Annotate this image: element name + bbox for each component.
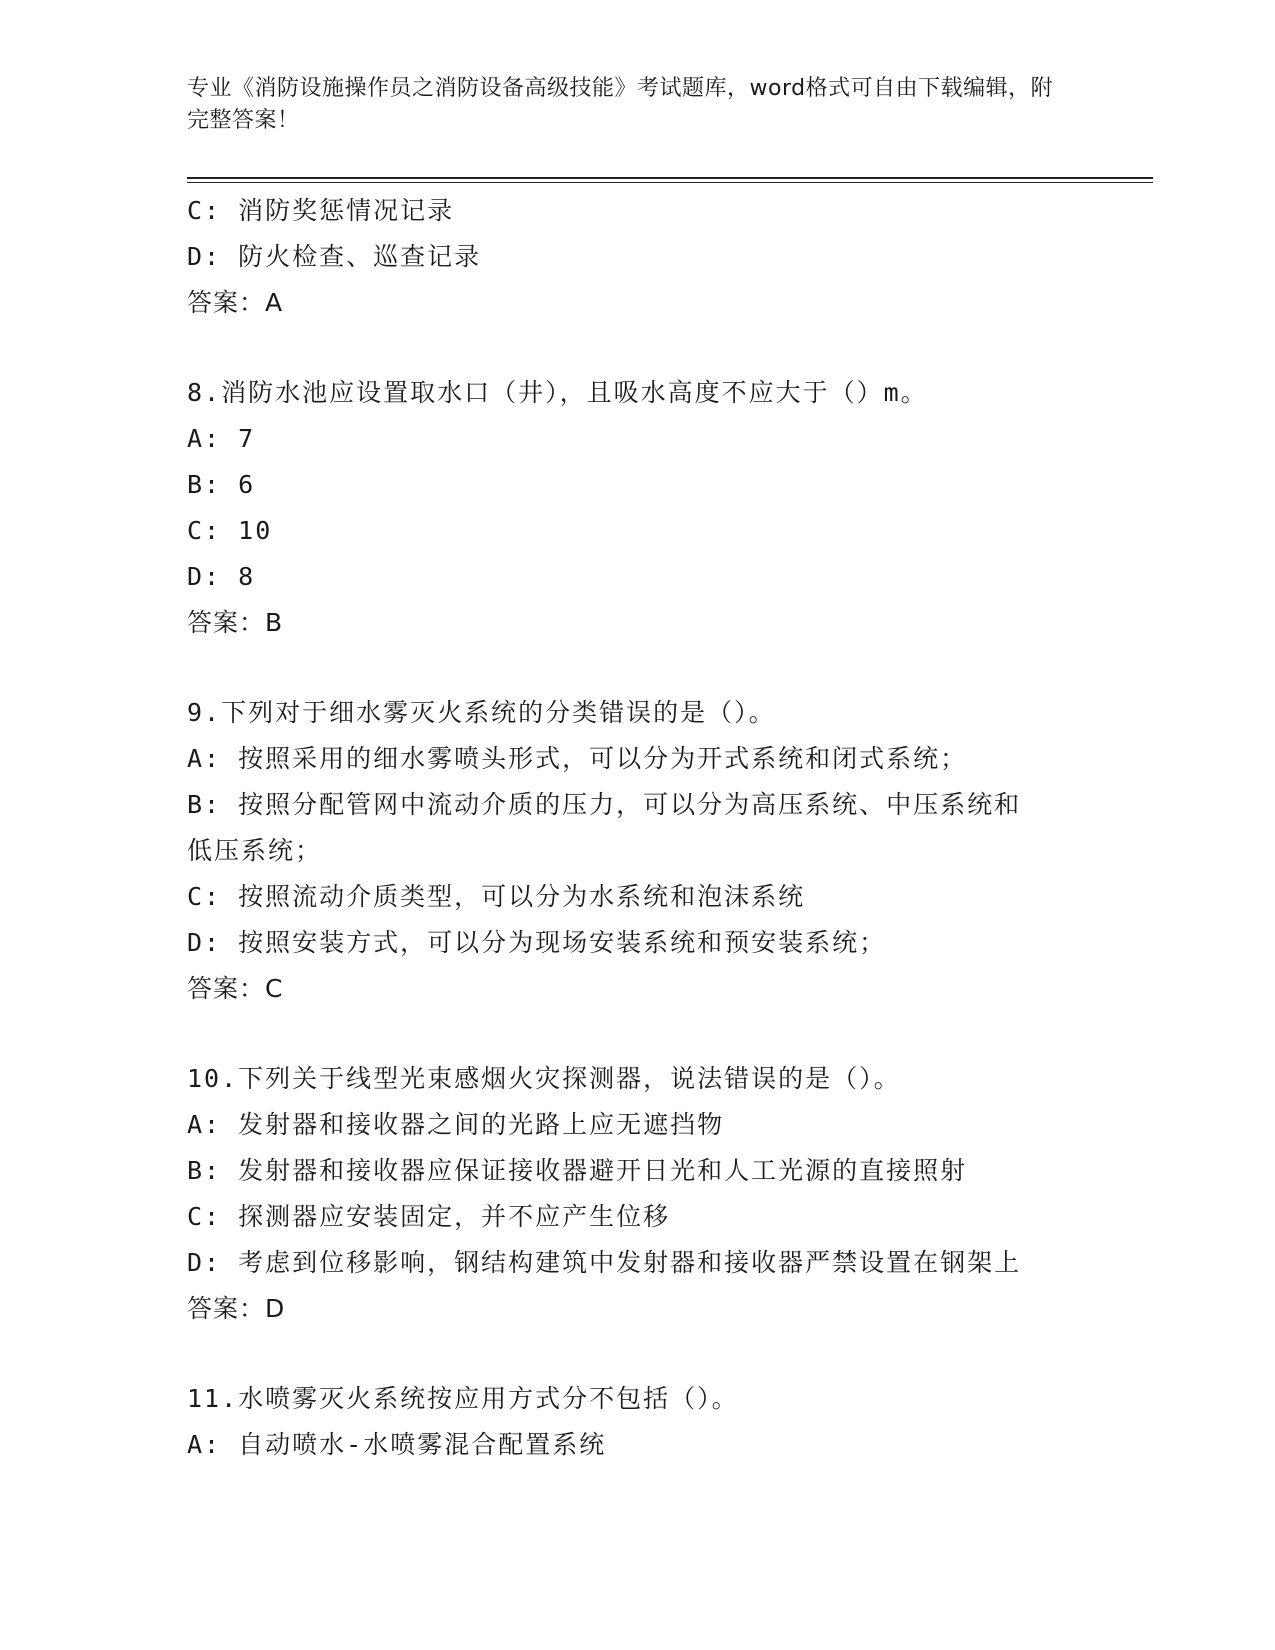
spacer [187,326,1087,370]
option-line: D: 8 [187,562,256,591]
question-9 [187,690,1087,1012]
header-divider-thick [187,177,1153,179]
answer-line: 答案：D [187,1294,286,1323]
document-header: 专业《消防设施操作员之消防设备高级技能》考试题库，word格式可自由下载编辑，附完整答案！ [187,76,1054,133]
option-line: B: 按照分配管网中流动介质的压力，可以分为高压系统、中压系统和 [187,790,1022,819]
option-line: B: 6 [187,470,256,499]
option-line: C: 10 [187,516,273,545]
option-line-continued: 低压系统； [187,836,323,865]
question-stem: 8.消防水池应设置取水口（井），且吸水高度不应大于（）m。 [187,378,928,407]
answer-line: 答案：C [187,974,284,1003]
option-line: D: 防火检查、巡查记录 [187,242,482,271]
option-line: C: 按照流动介质类型，可以分为水系统和泡沫系统 [187,882,806,911]
question-8 [187,370,1087,646]
question-stem: 11.水喷雾灭火系统按应用方式分不包括（）。 [187,1384,739,1413]
option-line: A: 7 [187,424,256,453]
answer-line: 答案：B [187,608,284,637]
question-10 [187,1056,1087,1332]
question-11 [187,1376,1087,1468]
option-line: A: 自动喷水-水喷雾混合配置系统 [187,1430,607,1459]
answer-line: 答案：A [187,288,284,317]
spacer [187,1332,1087,1376]
option-line: B: 发射器和接收器应保证接收器避开日光和人工光源的直接照射 [187,1156,968,1185]
spacer [187,646,1087,690]
option-line: C: 探测器应安装固定，并不应产生位移 [187,1202,671,1231]
header-divider-thin [187,182,1153,183]
option-line: C: 消防奖惩情况记录 [187,196,455,225]
question-stem: 9.下列对于细水雾灭火系统的分类错误的是（）。 [187,698,776,727]
option-line: D: 考虑到位移影响，钢结构建筑中发射器和接收器严禁设置在钢架上 [187,1248,1022,1277]
option-line: A: 发射器和接收器之间的光路上应无遮挡物 [187,1110,725,1139]
option-line: A: 按照采用的细水雾喷头形式，可以分为开式系统和闭式系统； [187,744,968,773]
option-line: D: 按照安装方式，可以分为现场安装系统和预安装系统； [187,928,887,957]
question-content [187,188,1087,1468]
spacer [187,1012,1087,1056]
question-stem: 10.下列关于线型光束感烟火灾探测器，说法错误的是（）。 [187,1064,901,1093]
